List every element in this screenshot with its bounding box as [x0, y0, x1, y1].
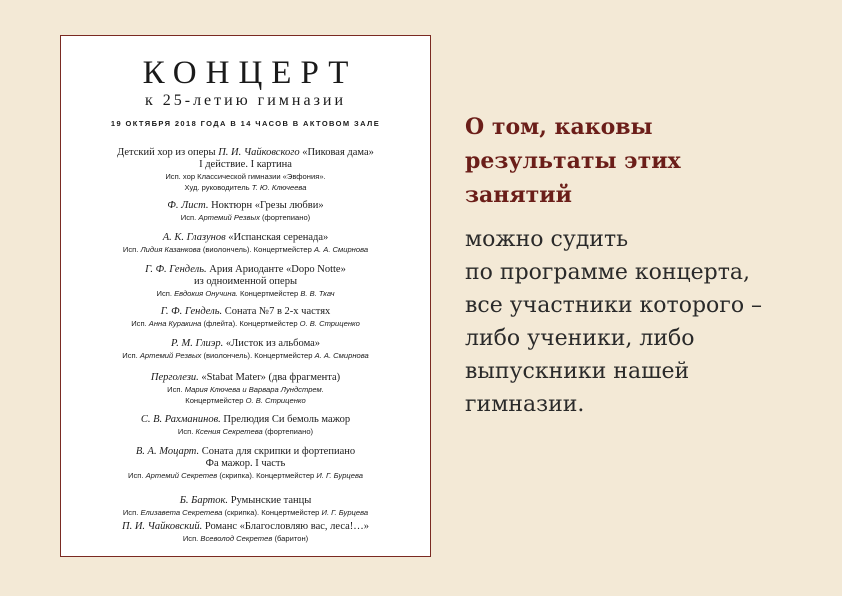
side-body-line: либо ученики, либо — [465, 326, 695, 351]
text-segment: «Листок из альбома» — [223, 338, 321, 349]
side-heading-line: занятий — [465, 182, 572, 208]
program-work-title — [69, 495, 422, 507]
text-segment: Детский хор из оперы — [117, 147, 219, 158]
text-segment: (фортепиано) — [262, 427, 314, 436]
text-segment: Ноктюрн «Грезы любви» — [208, 200, 324, 211]
program-work-title — [69, 446, 422, 458]
program-work-title — [69, 200, 422, 212]
text-segment: Концертмейстер — [185, 396, 246, 405]
side-body-line: по программе концерта, — [465, 260, 751, 285]
text-segment: Артемий Резвых — [198, 213, 260, 222]
program-item — [69, 338, 422, 361]
text-segment: В. А. Моцарт. — [135, 446, 200, 457]
program-title: КОНЦЕРТ — [142, 55, 358, 91]
program-subtitle: к 25-летию гимназии — [144, 92, 347, 109]
program-item — [69, 200, 422, 223]
text-segment: (скрипка). Концертмейстер — [217, 471, 317, 480]
text-segment: И. Г. Бурцева — [316, 471, 363, 480]
text-segment: Р. М. Глиэр. — [170, 338, 224, 349]
text-segment: П. И. Чайковский. — [121, 521, 203, 532]
text-segment: из одноименной оперы — [193, 276, 298, 287]
text-segment: Ксения Секретева — [195, 427, 263, 436]
text-segment: Румынские танцы — [228, 495, 312, 506]
side-body-line: можно судить — [465, 227, 629, 252]
program-item — [69, 414, 422, 437]
text-segment: О. В. Стриценко — [299, 319, 360, 328]
text-segment: Исп. — [131, 319, 149, 328]
text-segment: Г. Ф. Гендель. — [160, 306, 223, 317]
program-work-title — [69, 372, 422, 384]
text-segment: С. В. Рахманинов. — [140, 414, 221, 425]
text-segment: Б. Барток. — [179, 495, 229, 506]
text-segment: Исп. — [122, 245, 141, 254]
program-performers — [69, 470, 422, 481]
program-performers — [69, 171, 422, 182]
program-work-title — [69, 147, 422, 159]
text-segment: Исп. — [177, 427, 196, 436]
text-segment: Исп. хор Классической гимназии «Эвфония». — [165, 172, 326, 181]
text-segment: «Пиковая дама» — [299, 147, 374, 158]
program-work-title — [69, 306, 422, 318]
text-segment: П. И. Чайковского — [218, 147, 300, 158]
side-body-line: выпускники нашей — [465, 359, 690, 384]
text-segment: Худ. руководитель — [184, 183, 252, 192]
program-item — [69, 306, 422, 329]
program-work-title — [69, 264, 422, 276]
side-heading-line: результаты этих — [465, 148, 681, 174]
text-segment: Соната №7 в 2-х частях — [222, 306, 331, 317]
program-work-title — [69, 338, 422, 350]
text-segment: Фа мажор. I часть — [205, 458, 286, 469]
text-segment: Романс «Благословляю вас, леса!…» — [202, 521, 370, 532]
text-segment: (фортепиано) — [259, 213, 311, 222]
text-segment: (флейта). Концертмейстер — [201, 319, 300, 328]
text-segment: «Stabat Mater» (два фрагмента) — [198, 372, 341, 383]
text-segment: И. Г. Бурцева — [321, 508, 369, 517]
text-segment: Ария Ариоданте «Dopo Notte» — [206, 264, 346, 275]
text-segment: I действие. I картина — [199, 159, 292, 170]
program-performers — [69, 426, 422, 437]
side-body-text — [465, 223, 825, 421]
program-item — [69, 372, 422, 406]
text-segment: Лидия Казанкова — [140, 245, 201, 254]
text-segment: Соната для скрипки и фортепиано — [199, 446, 356, 457]
text-segment: Перголези. — [150, 372, 199, 383]
text-segment: (виолончель). Концертмейстер — [200, 245, 314, 254]
program-item — [69, 147, 422, 193]
text-segment: Анна Куракина — [148, 319, 202, 328]
program-work-title — [69, 159, 422, 171]
program-work-title — [69, 232, 422, 244]
text-segment: А. К. Глазунов — [162, 232, 226, 243]
program-performers — [69, 384, 422, 395]
program-performers — [69, 395, 422, 406]
text-segment: Всеволод Секретев — [200, 534, 273, 543]
text-segment: (виолончель). Концертмейстер — [201, 351, 315, 360]
program-item — [69, 232, 422, 255]
text-segment: Исп. — [182, 534, 201, 543]
program-work-title — [69, 414, 422, 426]
text-segment: Елизавета Секретева — [140, 508, 223, 517]
program-performers — [69, 212, 422, 223]
side-heading-line: О том, каковы — [465, 114, 653, 140]
text-segment: Исп. — [122, 351, 140, 360]
program-performers — [69, 350, 422, 361]
program-performers — [69, 288, 422, 299]
program-performers — [69, 244, 422, 255]
text-segment: Исп. — [167, 385, 185, 394]
program-item — [69, 264, 422, 299]
program-work-title — [69, 276, 422, 288]
side-heading — [465, 110, 795, 212]
text-segment: В. В. Ткач — [300, 289, 335, 298]
text-segment: Артемий Секретев — [145, 471, 218, 480]
text-segment: Евдокия Онучина. — [174, 289, 238, 298]
text-segment: Артемий Резвых — [139, 351, 202, 360]
program-work-title — [69, 521, 422, 533]
text-segment: Мария Ключева и Варвара Лундстрем. — [184, 385, 324, 394]
program-performers — [69, 182, 422, 193]
program-item — [69, 521, 422, 544]
program-work-title — [69, 458, 422, 470]
text-segment: Ф. Лист. — [167, 200, 209, 211]
text-segment: Исп. — [180, 213, 199, 222]
program-item — [69, 495, 422, 518]
program-performers — [69, 507, 422, 518]
text-segment: О. В. Стриценко — [245, 396, 306, 405]
text-segment: Прелюдия Си бемоль мажор — [220, 414, 351, 425]
text-segment: А. А. Смирнова — [313, 245, 369, 254]
text-segment: Концертмейстер — [237, 289, 301, 298]
text-segment: Исп. — [156, 289, 175, 298]
text-segment: (баритон) — [272, 534, 309, 543]
text-segment: А. А. Смирнова — [314, 351, 369, 360]
text-segment: Исп. — [122, 508, 141, 517]
text-segment: «Испанская серенада» — [225, 232, 329, 243]
text-segment: (скрипка). Концертмейстер — [222, 508, 322, 517]
text-segment: Г. Ф. Гендель. — [145, 264, 207, 275]
side-body-line: гимназии. — [465, 392, 585, 417]
concert-program-card — [60, 35, 431, 557]
text-segment: Исп. — [128, 471, 146, 480]
program-date-line: 19 ОКТЯБРЯ 2018 ГОДА В 14 ЧАСОВ В АКТОВОМ ЗАЛЕ — [110, 119, 381, 128]
text-segment: Т. Ю. Ключеева — [251, 183, 307, 192]
side-body-line: все участники которого – — [465, 293, 763, 318]
program-item — [69, 446, 422, 481]
program-performers — [69, 318, 422, 329]
program-performers — [69, 533, 422, 544]
